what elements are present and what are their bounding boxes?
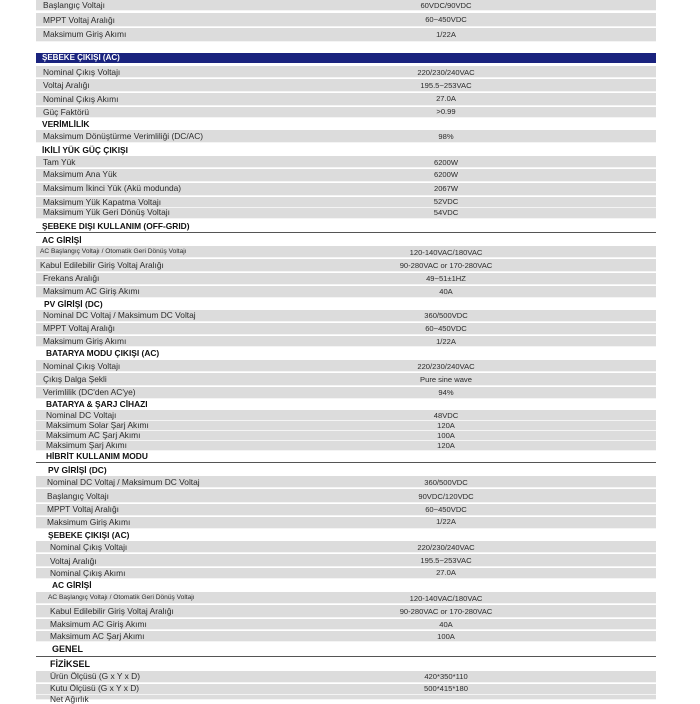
spec-row bbox=[36, 592, 656, 604]
spec-row bbox=[36, 671, 656, 683]
spec-row bbox=[36, 259, 656, 272]
spec-row bbox=[36, 323, 656, 335]
spec-value: 2067W bbox=[433, 184, 459, 193]
spec-value: 54VDC bbox=[433, 208, 459, 217]
spec-label: MPPT Voltaj Aralığı bbox=[43, 15, 115, 25]
spec-row bbox=[36, 631, 656, 642]
spec-row bbox=[36, 619, 656, 630]
spec-label: Maksimum Yük Kapatma Voltajı bbox=[43, 197, 162, 207]
spec-label: Nominal DC Voltaj / Maksimum DC Voltaj bbox=[47, 477, 200, 487]
spec-label: Maksimum Solar Şarj Akımı bbox=[46, 420, 149, 430]
spec-label: Voltaj Aralığı bbox=[50, 556, 97, 566]
spec-value: 52VDC bbox=[433, 197, 459, 206]
spec-row bbox=[36, 286, 656, 298]
spec-label: Maksimum Şarj Akımı bbox=[46, 440, 127, 450]
spec-label: Kabul Edilebilir Giriş Voltaj Aralığı bbox=[50, 606, 174, 616]
section-heading-dual-load: İKİLİ YÜK GÜÇ ÇIKIŞI bbox=[42, 145, 128, 155]
spec-row bbox=[36, 684, 656, 695]
spec-label: Maksimum Giriş Akımı bbox=[43, 336, 127, 346]
spec-value: 100A bbox=[437, 431, 455, 440]
spec-row bbox=[36, 360, 656, 372]
spec-value: >0.99 bbox=[436, 107, 456, 116]
divider bbox=[36, 232, 656, 233]
spec-label: Verimlilik (DC'den AC'ye) bbox=[43, 387, 136, 397]
spec-value: 6200W bbox=[433, 158, 459, 167]
spec-label: Maksimum AC Giriş Akımı bbox=[43, 286, 140, 296]
spec-label: AC Başlangıç Voltajı / Otomatik Geri Dönüş Voltajı bbox=[48, 594, 195, 601]
spec-row bbox=[36, 66, 656, 78]
spec-row bbox=[36, 489, 656, 503]
spec-value: 60~450VDC bbox=[425, 15, 467, 24]
spec-label: Net Ağırlık bbox=[50, 694, 89, 704]
divider bbox=[36, 656, 656, 657]
spec-label: Maksimum Yük Geri Dönüş Voltajı bbox=[43, 207, 170, 217]
spec-value: 195.5~253VAC bbox=[420, 81, 472, 90]
spec-value: 120-140VAC/180VAC bbox=[409, 594, 483, 603]
spec-row bbox=[36, 107, 656, 118]
section-heading-hybrid: HİBRİT KULLANIM MODU bbox=[46, 451, 148, 461]
spec-label: Maksimum AC Şarj Akımı bbox=[50, 631, 145, 641]
subsection-heading-battery-charger: BATARYA & ŞARJ CİHAZI bbox=[46, 399, 148, 409]
spec-value: 195.5~253VAC bbox=[420, 556, 472, 565]
spec-row bbox=[36, 273, 656, 285]
subsection-heading-battery-output: BATARYA MODU ÇIKIŞI (AC) bbox=[46, 348, 160, 358]
subsection-heading-ac-input: AC GİRİŞİ bbox=[52, 580, 92, 590]
spec-row bbox=[36, 93, 656, 106]
spec-value: 1/22A bbox=[436, 30, 456, 39]
spec-value: 360/500VDC bbox=[424, 311, 468, 320]
spec-label: Başlangıç Voltajı bbox=[43, 0, 105, 10]
spec-row bbox=[36, 605, 656, 618]
spec-row bbox=[36, 183, 656, 196]
spec-value: 90VDC/120VDC bbox=[418, 492, 474, 501]
spec-label: Nominal Çıkış Akımı bbox=[50, 568, 126, 578]
spec-value: 40A bbox=[439, 620, 453, 629]
section-heading-efficiency: VERİMLİLİK bbox=[42, 119, 90, 129]
section-heading-general: GENEL bbox=[52, 644, 84, 654]
spec-row bbox=[36, 13, 656, 27]
subsection-heading-pv-input: PV GİRİŞİ (DC) bbox=[48, 465, 107, 475]
spec-value: 500*415*180 bbox=[424, 684, 468, 693]
spec-row bbox=[36, 373, 656, 386]
spec-label: Maksimum Dönüştürme Verimliliği (DC/AC) bbox=[43, 131, 204, 141]
spec-row bbox=[36, 431, 656, 441]
spec-row bbox=[36, 541, 656, 553]
spec-label: Maksimum Giriş Akımı bbox=[47, 517, 131, 527]
spec-value: 120A bbox=[437, 421, 455, 430]
spec-label: Kabul Edilebilir Giriş Voltaj Aralığı bbox=[40, 260, 164, 270]
subsection-heading-pv-input: PV GİRİŞİ (DC) bbox=[44, 299, 103, 309]
spec-value: 27.0A bbox=[436, 94, 456, 103]
spec-value: 1/22A bbox=[436, 337, 456, 346]
divider bbox=[36, 462, 656, 463]
spec-value: 420*350*110 bbox=[424, 672, 468, 681]
spec-value: 220/230/240VAC bbox=[417, 68, 475, 77]
spec-label: MPPT Voltaj Aralığı bbox=[43, 323, 115, 333]
section-band-grid-output: ŞEBEKE ÇIKIŞI (AC) bbox=[36, 53, 656, 63]
subsection-heading-grid-output: ŞEBEKE ÇIKIŞI (AC) bbox=[48, 530, 130, 540]
spec-value: 360/500VDC bbox=[424, 478, 468, 487]
spec-row bbox=[36, 156, 656, 168]
spec-label: Nominal Çıkış Akımı bbox=[43, 94, 119, 104]
spec-value: 94% bbox=[438, 388, 454, 397]
spec-value: 27.0A bbox=[436, 568, 456, 577]
spec-value: 100A bbox=[437, 632, 455, 641]
spec-label: Nominal Çıkış Voltajı bbox=[50, 542, 128, 552]
spec-row bbox=[36, 246, 656, 258]
spec-value: 60VDC/90VDC bbox=[420, 1, 472, 10]
spec-value: 220/230/240VAC bbox=[417, 543, 475, 552]
spec-value: 120A bbox=[437, 441, 455, 450]
spec-row bbox=[36, 441, 656, 451]
spec-value: 220/230/240VAC bbox=[417, 362, 475, 371]
subsection-heading-ac-input: AC GİRİŞİ bbox=[42, 235, 82, 245]
spec-value: Pure sine wave bbox=[420, 375, 472, 384]
section-heading-offgrid: ŞEBEKE DIŞI KULLANIM (OFF-GRID) bbox=[42, 221, 190, 231]
spec-label: Voltaj Aralığı bbox=[43, 80, 90, 90]
spec-row bbox=[36, 568, 656, 579]
spec-label: Kutu Ölçüsü (G x Y x D) bbox=[50, 683, 140, 693]
spec-label: Ürün Ölçüsü (G x Y x D) bbox=[50, 671, 140, 681]
spec-value: 40A bbox=[439, 287, 453, 296]
spec-value: 90-280VAC or 170-280VAC bbox=[399, 261, 493, 270]
spec-value: 48VDC bbox=[433, 411, 459, 420]
spec-row bbox=[36, 208, 656, 219]
spec-row bbox=[36, 310, 656, 322]
spec-row bbox=[36, 387, 656, 399]
spec-label: Güç Faktörü bbox=[43, 107, 90, 117]
spec-label: Nominal DC Voltajı bbox=[46, 410, 117, 420]
spec-row bbox=[36, 517, 656, 529]
spec-label: Nominal DC Voltaj / Maksimum DC Voltaj bbox=[43, 310, 196, 320]
spec-value: 90-280VAC or 170-280VAC bbox=[399, 607, 493, 616]
spec-label: Maksimum AC Şarj Akımı bbox=[46, 430, 141, 440]
spec-row bbox=[36, 169, 656, 182]
spec-value: 98% bbox=[438, 132, 454, 141]
spec-row bbox=[36, 0, 656, 11]
spec-label: Maksimum Ana Yük bbox=[43, 169, 117, 179]
spec-value: 49~51±1HZ bbox=[426, 274, 466, 283]
spec-label: MPPT Voltaj Aralığı bbox=[47, 504, 119, 514]
spec-label: Başlangıç Voltajı bbox=[47, 491, 109, 501]
spec-label: AC Başlangıç Voltajı / Otomatik Geri Dönüş Voltajı bbox=[40, 248, 187, 255]
spec-row bbox=[36, 28, 656, 42]
spec-row bbox=[36, 130, 656, 143]
spec-label: Frekans Aralığı bbox=[43, 273, 100, 283]
spec-row bbox=[36, 554, 656, 567]
spec-label: Maksimum Giriş Akımı bbox=[43, 29, 127, 39]
spec-label: Çıkış Dalga Şekli bbox=[43, 374, 107, 384]
spec-row bbox=[36, 79, 656, 92]
spec-value: 6200W bbox=[433, 170, 459, 179]
spec-label: Nominal Çıkış Voltajı bbox=[43, 67, 121, 77]
spec-value: 120-140VAC/180VAC bbox=[409, 248, 483, 257]
spec-row bbox=[36, 694, 656, 704]
spec-value: 60~450VDC bbox=[425, 505, 467, 514]
spec-value: 60~450VDC bbox=[425, 324, 467, 333]
spec-value: 1/22A bbox=[436, 517, 456, 526]
spec-label: Maksimum AC Giriş Akımı bbox=[50, 619, 147, 629]
spec-row bbox=[36, 504, 656, 516]
subsection-heading-physical: FİZİKSEL bbox=[50, 659, 90, 669]
spec-label: Tam Yük bbox=[43, 157, 76, 167]
spec-label: Nominal Çıkış Voltajı bbox=[43, 361, 121, 371]
spec-label: Maksimum İkinci Yük (Akü modunda) bbox=[43, 183, 182, 193]
spec-row bbox=[36, 336, 656, 347]
spec-row bbox=[36, 476, 656, 488]
